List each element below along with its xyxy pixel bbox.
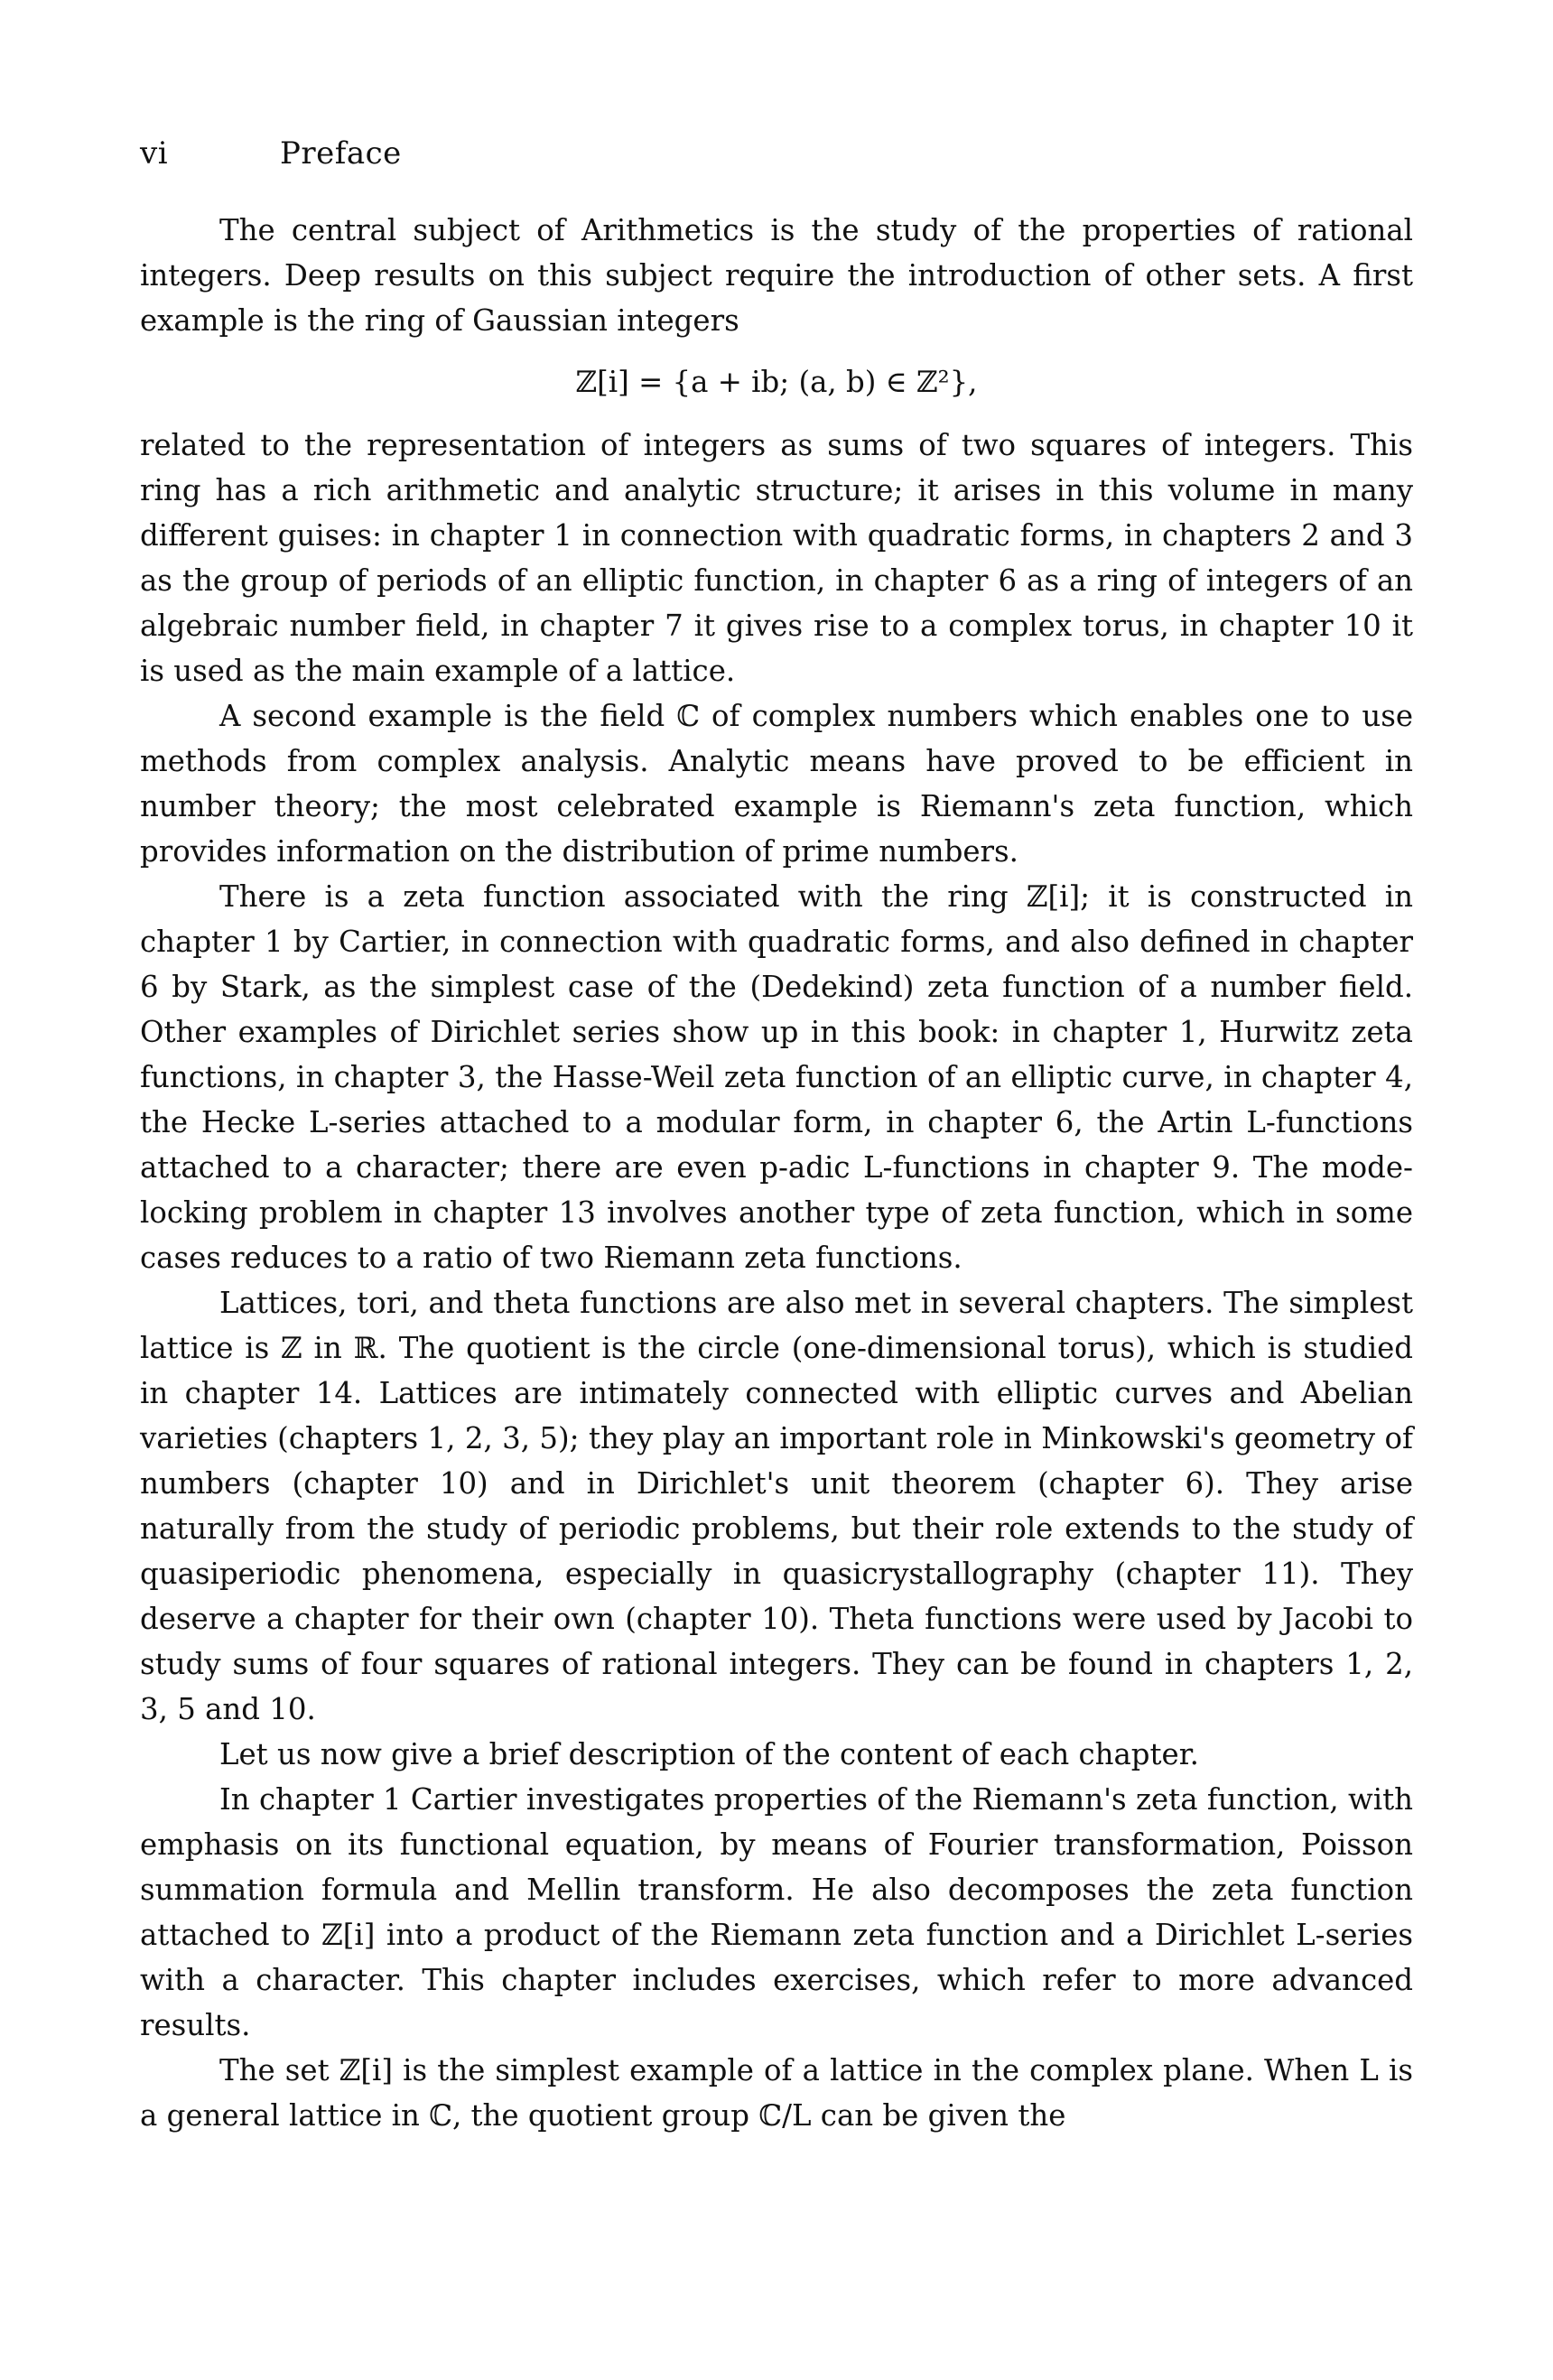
paragraph-3: There is a zeta function associated with the ring ℤ[i]; it is constructed in chapter 1 by Cartier, in connection with quadratic forms, and also defined in chapter 6 by Stark, as the simplest case of the (Dedekind) zeta function of a number field. Other examples of Dirichlet series show up in this book: in chapter 1, Hurwitz zeta functions, in chapter 3, the Hasse-Weil zeta function of an elliptic curve, in chapter 4, the Hecke L-series attached to a modular form, in chapter 6, the Artin L-functions attached to a character; there are even p-adic L-functions in chapter 9. The mode-locking problem in chapter 13 involves another type of zeta function, which in some cases reduces to a ratio of two Riemann zeta functions. bbox=[140, 879, 1413, 1275]
paragraph-6: In chapter 1 Cartier investigates properties of the Riemann's zeta function, with emphasis on its functional equation, by means of Fourier transformation, Poisson summation formula and Mellin transform. He also decomposes the zeta function attached to ℤ[i] into a product of the Riemann zeta function and a Dirichlet L-series with a character. This chapter includes exercises, which refer to more advanced results. bbox=[140, 1782, 1413, 2042]
running-head bbox=[140, 135, 1413, 172]
paragraph-2: A second example is the field ℂ of complex numbers which enables one to use methods from complex analysis. Analytic means have proved to be efficient in number theory; the most celebrated example is Riemann's zeta function, which provides information on the distribution of prime numbers. bbox=[140, 699, 1413, 869]
paragraph-4: Lattices, tori, and theta functions are also met in several chapters. The simplest lattice is ℤ in ℝ. The quotient is the circle (one-dimensional torus), which is studied in chapter 14. Lattices are intimately connected with elliptic curves and Abelian varieties (chapters 1, 2, 3, 5); they play an important role in Minkowski's geometry of numbers (chapter 10) and in Dirichlet's unit theorem (chapter 6). They arise naturally from the study of periodic problems, but their role extends to the study of quasiperiodic phenomena, especially in quasicrystallography (chapter 11). They deserve a chapter for their own (chapter 10). Theta functions were used by Jacobi to study sums of four squares of rational integers. They can be found in chapters 1, 2, 3, 5 and 10. bbox=[140, 1286, 1413, 1726]
gaussian-integers-equation: ℤ[i] = {a + ib; (a, b) ∈ ℤ²}, bbox=[575, 365, 978, 399]
paragraph-5: Let us now give a brief description of the content of each chapter. bbox=[219, 1737, 1199, 1771]
paragraph-7: The set ℤ[i] is the simplest example of a lattice in the complex plane. When L is a general lattice in ℂ, the quotient group ℂ/L can be given the bbox=[140, 2053, 1413, 2133]
page-number: vi bbox=[140, 135, 169, 172]
paragraph-1-continued: related to the representation of integers as sums of two squares of integers. This ring has a rich arithmetic and analytic structure; it arises in this volume in many different guises: in chapter 1 in connection with quadratic forms, in chapters 2 and 3 as the group of periods of an elliptic function, in chapter 6 as a ring of integers of an algebraic number field, in chapter 7 it gives rise to a complex torus, in chapter 10 it is used as the main example of a lattice. bbox=[140, 428, 1413, 688]
page-body bbox=[140, 135, 1413, 2138]
paragraph-1: The central subject of Arithmetics is the study of the properties of rational integers. Deep results on this subject require the introduction of other sets. A first example is the ring of Gaussian integers bbox=[140, 213, 1413, 338]
running-title: Preface bbox=[280, 135, 402, 172]
